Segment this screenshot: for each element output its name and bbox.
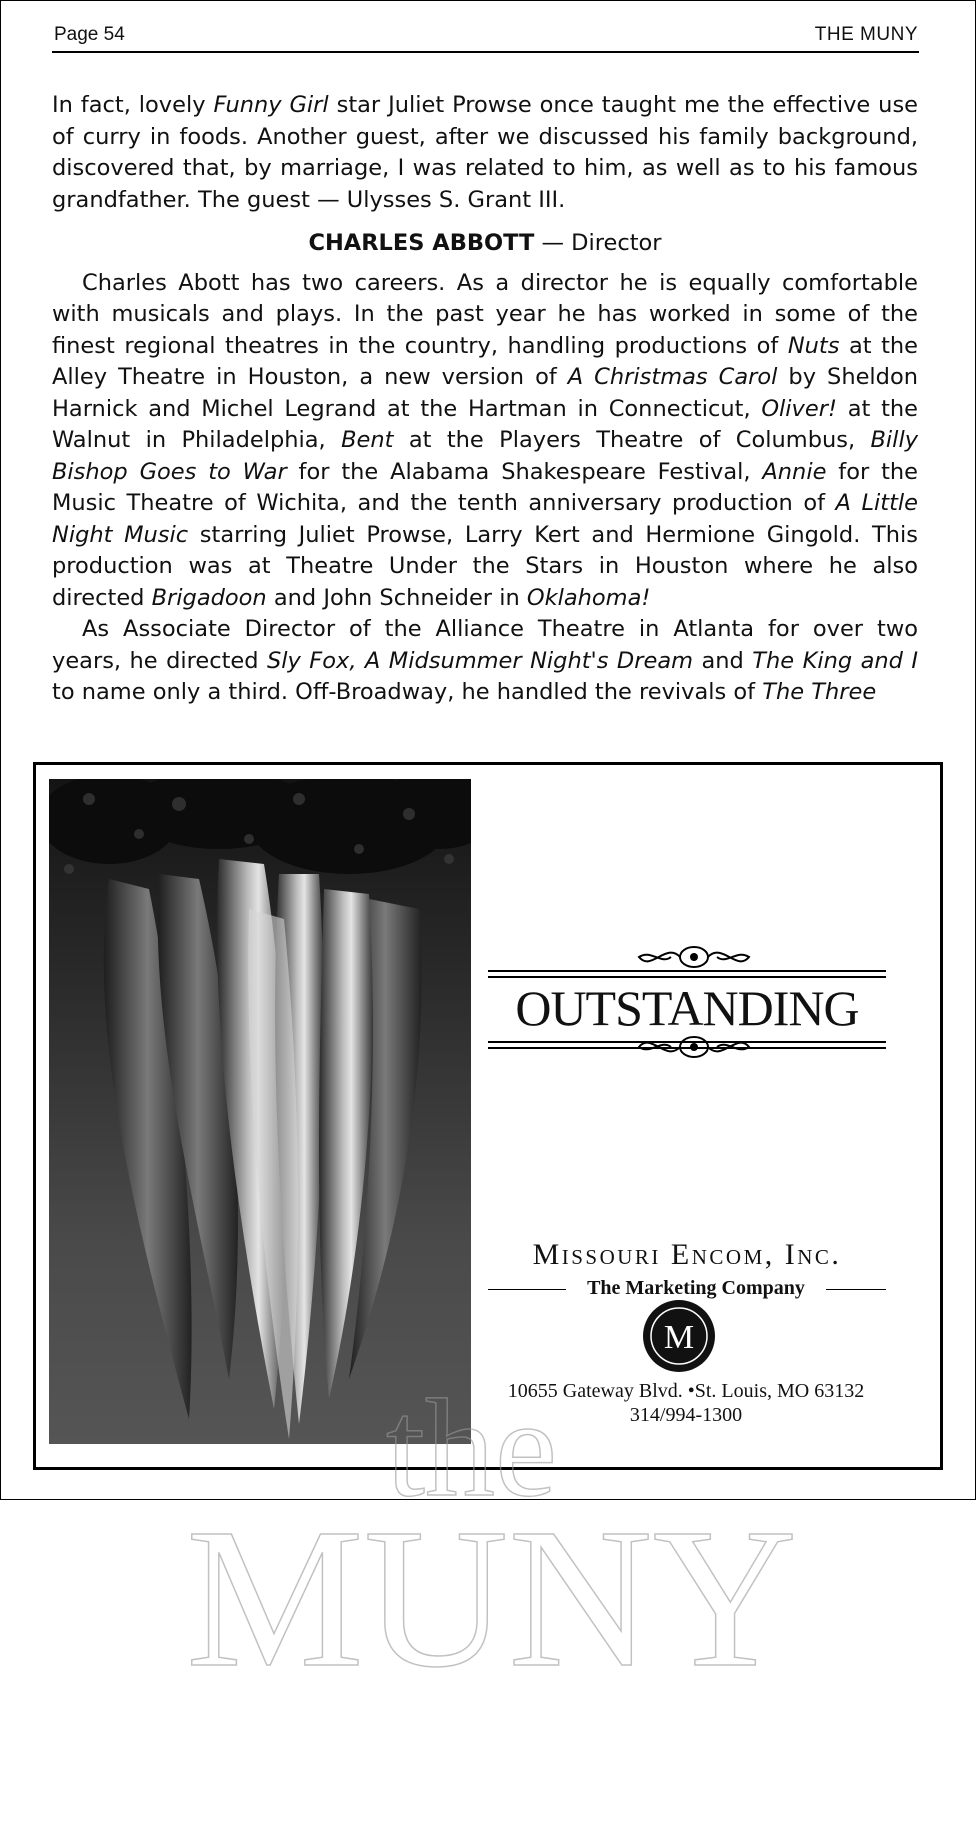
logo-letter: M [663, 1319, 695, 1356]
advertisement [33, 762, 943, 1709]
company-tagline: The Marketing Company [587, 1277, 805, 1299]
company-address: 10655 Gateway Blvd. •St. Louis, MO 63132 [507, 1380, 865, 1402]
section-heading [52, 228, 918, 260]
headline-rule-top-2 [488, 976, 886, 978]
ornament-bottom-icon [631, 1027, 757, 1067]
company-phone: 314/994-1300 [629, 1404, 743, 1426]
section-heading-role: — Director [534, 230, 662, 256]
company-address-block [476, 1379, 896, 1427]
headline-rule-top [488, 970, 886, 972]
intro-paragraph: In fact, lovely Funny Girl star Juliet Prowse once taught me the effective use of curry in foods. Another guest, after we discussed his family background, discovered that, by marriage, I was related to him, as well as to his famous grandfather. The guest — Ulysses S. Grant III. [52, 92, 919, 213]
tagline-rule-left [488, 1289, 566, 1290]
ad-headline: OUTSTANDING [515, 980, 859, 1036]
watermark-line-1: the [386, 1385, 558, 1526]
section-heading-name: CHARLES ABBOTT [308, 230, 535, 256]
paragraph-2: As Associate Director of the Alliance Theatre in Atlanta for over two years, he directed Sly Fox, A Midsummer Night's Dream and The King and I to name only a third. Off-Broadway, he handled the revivals of The Three [52, 616, 919, 705]
publication-title: THE MUNY [814, 24, 918, 45]
header-rule [52, 51, 919, 53]
page-header [52, 22, 918, 52]
watermark-line-2: MUNY [186, 1488, 798, 1709]
muny-watermark [186, 1385, 946, 1825]
carrots-photo [49, 779, 471, 1444]
article-body [52, 90, 918, 709]
tagline-rule-right [826, 1289, 886, 1290]
carrots-image [49, 779, 471, 1444]
company-name: Missouri Encom, Inc. [532, 1238, 842, 1271]
paragraph-1: Charles Abott has two careers. As a director he is equally comfortable with musicals and plays. In the past year he has worked in some of the finest regional theatres in the country, handling productions of Nuts at the Alley Theatre in Houston, a new version of A Christmas Carol by Sheldon Harnick and Michel Legrand at the Hartman in Connecticut, Oliver! at the Walnut in Philadelphia, Bent at the Players Theatre of Columbus, Billy Bishop Goes to War for the Alabama Shakespeare Festival, Annie for the Music Theatre of Wichita, and the tenth anniversary production of A Little Night Music starring Juliet Prowse, Larry Kert and Hermione Gingold. This production was at Theatre Under the Stars in Houston where he also directed Brigadoon and John Schneider in Oklahoma! [52, 269, 919, 611]
company-logo-icon [641, 1298, 717, 1374]
page-number: Page 54 [54, 24, 125, 45]
